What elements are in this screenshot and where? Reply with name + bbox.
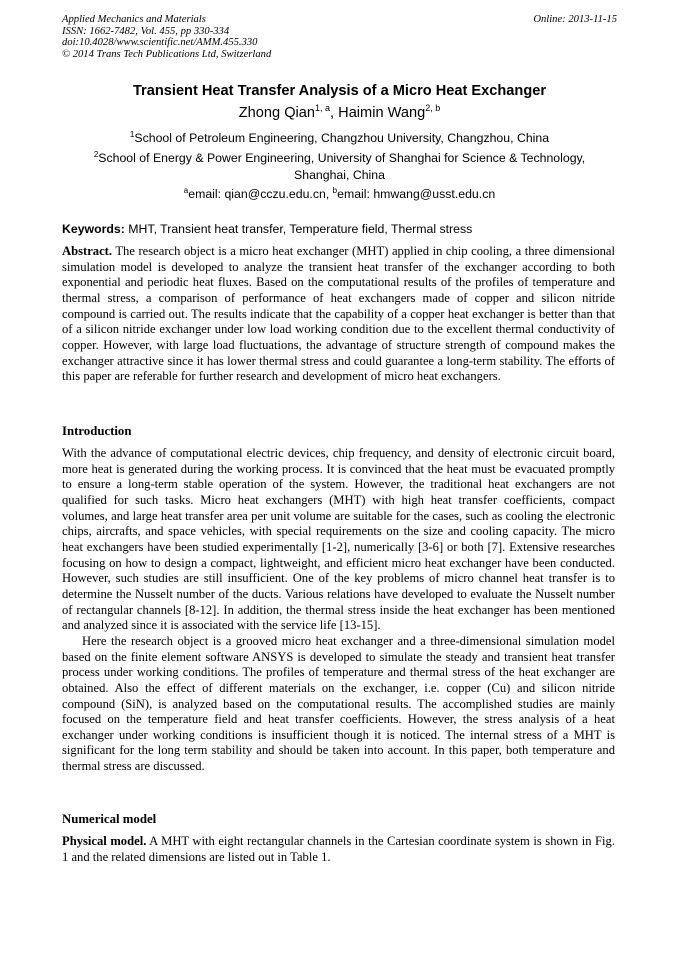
- abstract-label: Abstract.: [62, 244, 113, 258]
- issn-line: ISSN: 1662-7482, Vol. 455, pp 330-334: [62, 25, 230, 37]
- physical-model-paragraph: [62, 834, 615, 865]
- journal-header: [62, 14, 617, 60]
- author-name: Zhong Qian: [238, 105, 316, 121]
- abstract: [62, 244, 615, 385]
- author-separator: ,: [330, 105, 339, 121]
- paragraph: With the advance of computational electric devices, chip frequency, and density of electronic circuit board, more heat is generated during the working process. It is convinced that the heat must be evacuated promptly to ensure a long-term stable operation of the system. However, the traditional heat exchangers are not qualified for such tasks. Micro heat exchangers (MHT) with high heat transfer coefficients, compact volumes, and large heat transfer area per unit volume are suitable for the cases, such as cooling the electronic chips, aircrafts, and space vehicles, with special requirements on the size and cooling capacity. The micro heat exchangers have been studied experimentally [1-2], numerically [3-6] or both [7]. Extensive researches focusing on how to design a compact, lightweight, and efficient micro heat exchanger have been conducted. However, such studies are still insufficient. One of the key problems of micro channel heat transfer is to determine the Nusselt number of the ducts. Various relations have developed to evaluate the Nusselt number of rectangular channels [8-12]. In addition, the thermal stress inside the heat exchanger has been mentioned and analyzed since it is associated with the service life [13-15].: [62, 446, 615, 633]
- section-heading-numerical-model: Numerical model: [62, 812, 157, 826]
- paragraph: Here the research object is a grooved micro heat exchanger and a three-dimensional simulation model based on the finite element software ANSYS is developed to simulate the steady and transient heat transfer process under working conditions. The profiles of temperature and thermal stress of the heat exchanger are obtained. Also the effect of different materials on the exchanger, i.e. copper (Cu) and silicon nitride compound (SiN), is analyzed based on the computational results. The accomplished studies are mainly focused on the temperature field and heat transfer coefficients. However, the stress analysis of a heat exchanger under working conditions is insufficient though it is noticed. The internal stress of a MHT is significant for the long term stability and should be taken into account. In this paper, both temperature and thermal stress are discussed.: [62, 633, 615, 774]
- author-emails: [62, 186, 617, 203]
- physical-model-text: A MHT with eight rectangular channels in the Cartesian coordinate system is shown in Fig. 1 and the related dimensions are listed out in Table 1.: [62, 834, 615, 864]
- affiliation-text: School of Petroleum Engineering, Changzhou University, Changzhou, China: [134, 131, 550, 145]
- email-link[interactable]: email: hmwang@usst.edu.cn: [337, 187, 496, 201]
- author-affiliation-marker: 1, a: [315, 103, 331, 113]
- email-marker: a: [183, 186, 189, 195]
- author-name: Haimin Wang: [338, 105, 426, 121]
- affiliation-text: Shanghai, China: [294, 167, 385, 182]
- section-heading-introduction: Introduction: [62, 424, 132, 438]
- email-link[interactable]: email: qian@cczu.edu.cn,: [188, 187, 333, 201]
- affiliation-text: School of Energy & Power Engineering, University of Shanghai for Science & Technology,: [98, 151, 586, 165]
- introduction-body: [62, 446, 615, 775]
- affiliation-2: [62, 150, 617, 183]
- abstract-text: The research object is a micro heat exchanger (MHT) applied in chip cooling, a three dimensional simulation model is developed to analyze the transient heat transfer of the exchanger according to both exponential and periodic heat fluxes. Based on the computational results of the profiles of temperature and thermal stress, a comparison of performance of heat exchangers made of copper and silicon nitride compound is carried out. The results indicate that the capability of a copper heat exchanger is better than that of a silicon nitride exchanger under low load working condition due to the excellent thermal conductivity of copper. However, with large load fluctuations, the advantage of structure strength of compound makes the exchanger attractive since it has lower thermal stress and could guarantee a long-term stability. The efforts of this paper are referable for further research and development of micro heat exchangers.: [62, 244, 615, 384]
- author-line: [62, 103, 617, 123]
- keywords-label: Keywords:: [62, 222, 125, 236]
- keywords-text: MHT, Transient heat transfer, Temperature field, Thermal stress: [124, 222, 473, 236]
- author-affiliation-marker: 2, b: [425, 103, 441, 113]
- physical-model-label: Physical model.: [62, 834, 147, 848]
- affiliation-1: [62, 130, 617, 147]
- affiliation-marker: 1: [129, 130, 135, 139]
- copyright-line: © 2014 Trans Tech Publications Ltd, Switzerland: [62, 48, 272, 60]
- journal-name: Applied Mechanics and Materials: [62, 14, 206, 25]
- online-date: Online: 2013-11-15: [533, 14, 617, 25]
- affiliation-marker: 2: [93, 150, 99, 159]
- paper-title: Transient Heat Transfer Analysis of a Micro Heat Exchanger: [132, 83, 547, 99]
- keywords: [62, 221, 617, 237]
- email-marker: b: [332, 186, 338, 195]
- doi-line[interactable]: doi:10.4028/www.scientific.net/AMM.455.330: [62, 37, 258, 49]
